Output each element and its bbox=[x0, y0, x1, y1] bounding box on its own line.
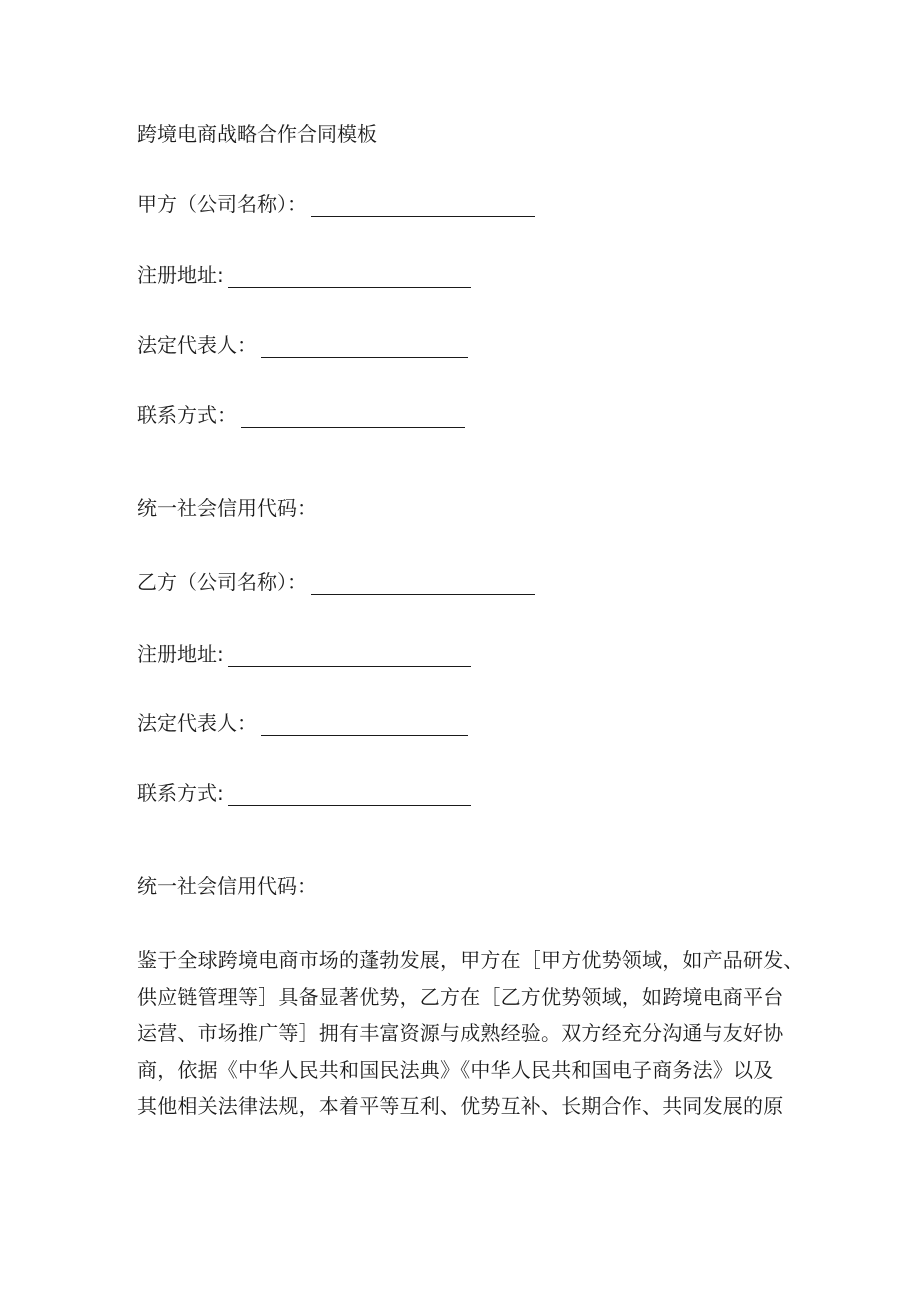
document-title bbox=[137, 121, 377, 147]
title-text: 跨境电商战略合作合同模板 bbox=[137, 122, 377, 146]
preamble-line: 其他相关法律法规，本着平等互利、优势互补、长期合作、共同发展的原 bbox=[137, 1094, 784, 1118]
preamble-line: 鉴于全球跨境电商市场的蓬勃发展，甲方在［甲方优势领域，如产品研发、 bbox=[137, 948, 804, 972]
party-a-contact-label: 联系方式： bbox=[137, 403, 237, 427]
party-a-credit-label: 统一社会信用代码： bbox=[137, 496, 317, 520]
party-a-address-blank[interactable] bbox=[228, 267, 471, 288]
party-b-address-row bbox=[137, 641, 471, 667]
party-a-credit-row bbox=[137, 495, 317, 521]
party-b-rep-row bbox=[137, 710, 468, 736]
preamble-line: 供应链管理等］具备显著优势，乙方在［乙方优势领域，如跨境电商平台 bbox=[137, 984, 784, 1009]
party-a-rep-row bbox=[137, 332, 468, 358]
party-a-name-row bbox=[137, 191, 535, 217]
party-a-name-blank[interactable] bbox=[311, 196, 535, 217]
party-b-name-blank[interactable] bbox=[311, 574, 535, 595]
party-b-rep-label: 法定代表人： bbox=[137, 711, 257, 735]
party-a-rep-label: 法定代表人： bbox=[137, 333, 257, 357]
party-b-address-blank[interactable] bbox=[228, 646, 471, 667]
party-b-contact-blank[interactable] bbox=[228, 785, 471, 806]
party-b-contact-row bbox=[137, 780, 471, 806]
preamble-line: 运营、市场推广等］拥有丰富资源与成熟经验。双方经充分沟通与友好协 bbox=[137, 1021, 784, 1045]
party-a-contact-row bbox=[137, 402, 465, 428]
party-b-credit-label: 统一社会信用代码： bbox=[137, 874, 317, 898]
party-b-credit-row bbox=[137, 873, 317, 899]
party-b-contact-label: 联系方式: bbox=[137, 781, 224, 805]
party-a-contact-blank[interactable] bbox=[241, 407, 465, 428]
party-b-name-label: 乙方（公司名称）： bbox=[137, 570, 307, 594]
party-b-rep-blank[interactable] bbox=[261, 715, 468, 736]
preamble-line: 商，依据《中华人民共和国民法典》《中华人民共和国电子商务法》以及 bbox=[137, 1057, 774, 1082]
preamble-paragraph bbox=[137, 942, 804, 1125]
party-a-rep-blank[interactable] bbox=[261, 337, 468, 358]
party-a-name-label: 甲方（公司名称）： bbox=[137, 192, 307, 216]
party-a-address-label: 注册地址: bbox=[137, 263, 224, 287]
party-b-address-label: 注册地址: bbox=[137, 642, 224, 666]
party-a-address-row bbox=[137, 262, 471, 288]
party-b-name-row bbox=[137, 569, 535, 595]
